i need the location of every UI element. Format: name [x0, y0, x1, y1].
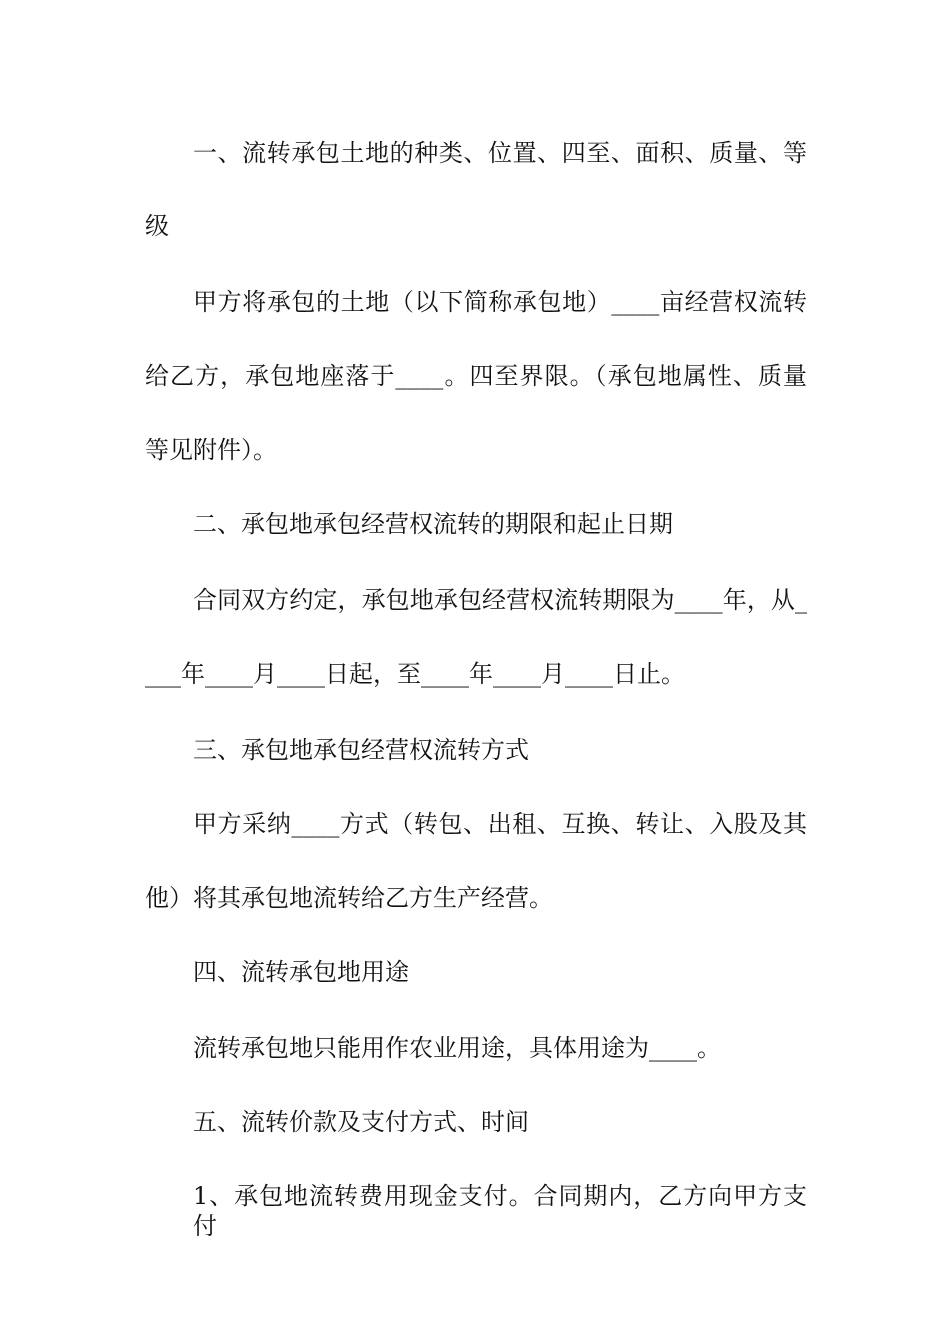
paragraph-line: 1、承包地流转费用现金支付。合同期内，乙方向甲方支付	[193, 1182, 807, 1240]
paragraph-line: 等见附件）。	[145, 436, 277, 464]
section-1-heading: 一、流转承包土地的种类、位置、四至、面积、质量、等	[193, 139, 807, 167]
section-3-heading: 三、承包地承包经营权流转方式	[193, 736, 529, 764]
paragraph-line: 甲方将承包的土地（以下简称承包地）____亩经营权流转	[193, 288, 807, 316]
section-5-heading: 五、流转价款及支付方式、时间	[193, 1108, 529, 1136]
paragraph-line: 合同双方约定，承包地承包经营权流转期限为____年，从_	[193, 586, 807, 614]
paragraph-line: ___年____月____日起，至____年____月____日止。	[145, 660, 685, 688]
paragraph-line: 甲方采纳____方式（转包、出租、互换、转让、入股及其	[193, 810, 807, 838]
paragraph-line: 给乙方，承包地座落于____。四至界限。（承包地属性、质量	[145, 362, 807, 390]
section-2-heading: 二、承包地承包经营权流转的期限和起止日期	[193, 510, 673, 538]
section-1-heading-continued: 级	[145, 212, 169, 240]
paragraph-line: 流转承包地只能用作农业用途，具体用途为____。	[193, 1034, 721, 1062]
section-4-heading: 四、流转承包地用途	[193, 958, 409, 986]
paragraph-line: 他）将其承包地流转给乙方生产经营。	[145, 884, 553, 912]
